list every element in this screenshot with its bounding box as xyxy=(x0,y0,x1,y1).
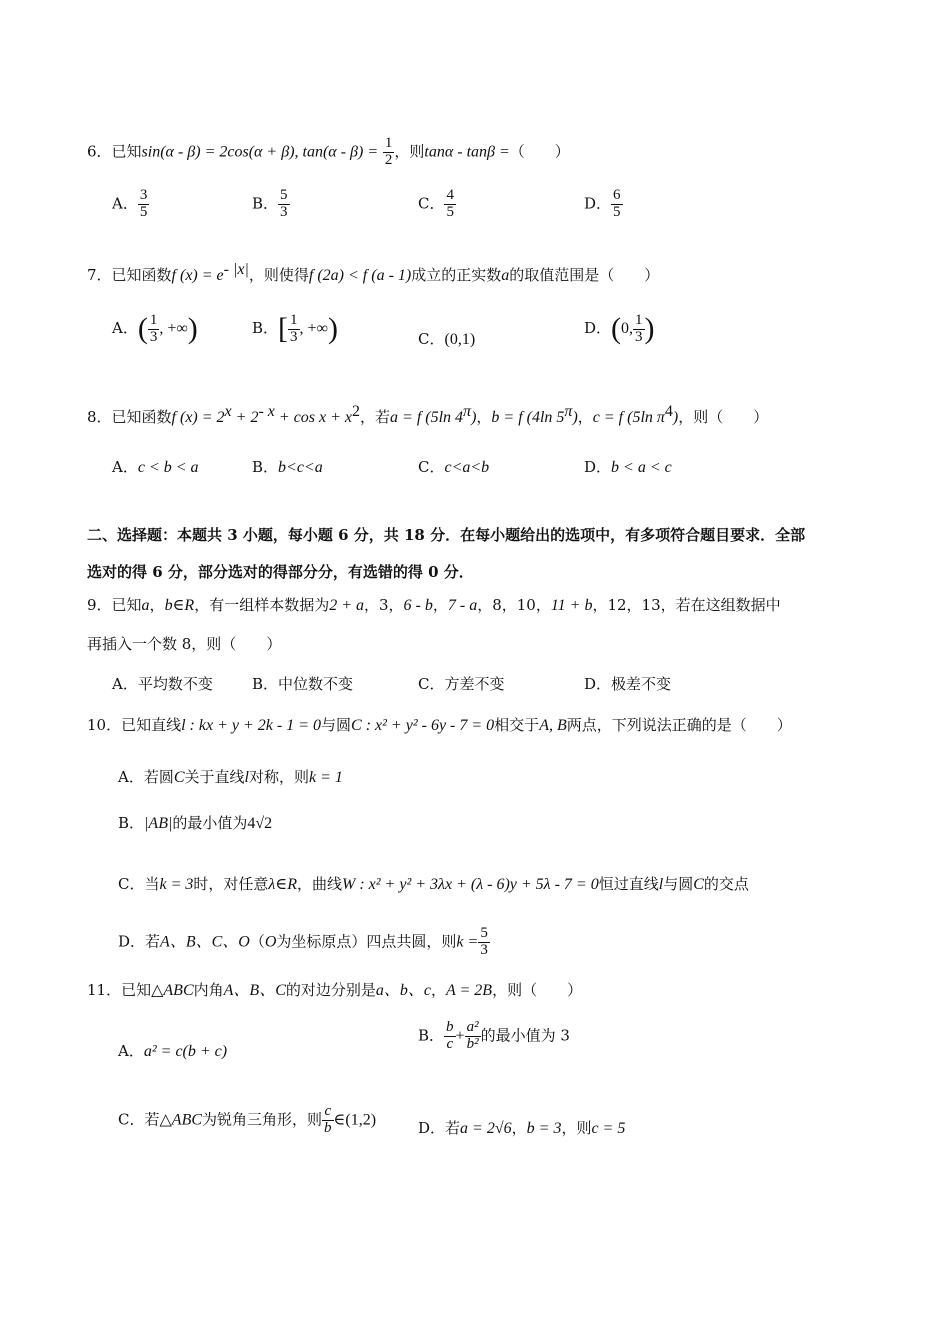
text: 的交点 xyxy=(703,875,749,893)
q11-option-b xyxy=(418,1020,570,1053)
frac-den: 3 xyxy=(480,941,488,958)
q8-stem: 8．已知函数f $(x) = 2^x + 2^{- x} + \cos x + x^2$，若a = f (5ln $4^\pi$)，b = f (4ln $5^\pi$)，c = f (5ln $\pi^4$)，则（ ） xyxy=(87,403,769,426)
q9-sep: ， xyxy=(149,596,165,614)
frac-num: c xyxy=(322,1104,334,1121)
q11-triangle: △ABC xyxy=(151,982,194,999)
q7-ineq: f (2a) < f (a - 1) xyxy=(308,267,412,284)
frac-num: 3 xyxy=(139,187,148,203)
text: 若 xyxy=(144,1110,160,1129)
text: 当 xyxy=(144,875,160,893)
option-rest: , +∞ xyxy=(159,320,188,337)
frac xyxy=(322,1104,334,1137)
expr: A、B、C、O xyxy=(160,933,250,951)
q6-frac-den: 2 xyxy=(384,151,393,168)
q7-option-c xyxy=(418,328,475,349)
q7-var: a xyxy=(501,267,510,284)
text: 为锐角三角形，则 xyxy=(202,1110,323,1129)
section2-heading-line1: 二、选择题：本题共 3 小题，每小题 6 分，共 18 分．在每小题给出的选项中，有多项符合题目要求．全部 xyxy=(87,526,806,544)
text: 为坐标原点）四点共圆，则 xyxy=(276,932,457,951)
q7-stem xyxy=(87,262,659,284)
q11-option-a xyxy=(118,1040,227,1061)
q10-circle: C : x² + y² - 6y - 7 = 0 xyxy=(351,717,495,734)
option-frac xyxy=(444,188,456,221)
text: 的最小值为 xyxy=(172,814,248,832)
option-label: B． xyxy=(252,675,279,693)
q9-c3: ，8，10， xyxy=(477,596,551,614)
q9-option-b xyxy=(252,673,353,694)
q6-mid: ，则 xyxy=(394,142,425,161)
option-label: A． xyxy=(112,458,138,476)
q10-mid: 与圆 xyxy=(321,716,352,734)
option-text: b < a < c xyxy=(611,459,672,476)
q9-d4: 11 + b xyxy=(550,597,593,614)
frac-den: 3 xyxy=(280,203,288,220)
text: 关于直线 xyxy=(184,768,245,786)
frac-den: 5 xyxy=(446,203,454,220)
q11-option-d xyxy=(418,1117,625,1138)
q8-option-a xyxy=(112,456,199,477)
section2-heading-line2: 选对的得 6 分，部分选对的得部分分，有选错的得 0 分． xyxy=(87,563,474,581)
q9-c4: ，12，13，若在这组数据中 xyxy=(592,596,781,614)
expr: k = xyxy=(456,933,479,951)
option-label: D． xyxy=(584,319,612,337)
q6-expr2: tanα - tanβ = xyxy=(424,143,510,161)
q10-stem xyxy=(87,718,792,734)
option-label: B． xyxy=(252,458,279,476)
paren-right: ) xyxy=(327,312,338,345)
q8-tail: ，则（ ） xyxy=(678,408,769,426)
text: ，则 xyxy=(561,1119,592,1137)
text: 若 xyxy=(445,1119,461,1137)
expr: c = 5 xyxy=(591,1120,626,1137)
q11-stem xyxy=(87,983,582,999)
value: 4√2 xyxy=(247,815,273,832)
frac-den: 3 xyxy=(290,328,298,345)
text: 对称，则 xyxy=(249,768,310,786)
q6-frac xyxy=(383,136,395,169)
text: 若圆 xyxy=(143,768,174,786)
text: 恒过直线 xyxy=(598,875,659,893)
q8-a: a = f (5ln 4 xyxy=(390,409,464,426)
q7-option-a xyxy=(112,312,198,346)
text: 的最小值为 3 xyxy=(480,1026,570,1045)
q8-option-d xyxy=(584,456,672,477)
frac-den: b xyxy=(324,1119,332,1136)
text: 内角 xyxy=(193,981,224,999)
frac-den: b² xyxy=(466,1035,479,1052)
q7-tail2: 的取值范围是（ ） xyxy=(509,266,660,284)
q7-exp: - |x| xyxy=(223,261,249,278)
frac-num: 5 xyxy=(480,925,488,941)
option-text: 方差不变 xyxy=(444,675,505,693)
q8-exp1: x xyxy=(224,403,232,420)
option-label: D． xyxy=(418,1119,446,1137)
frac-num: a² xyxy=(466,1019,479,1035)
option-label: B． xyxy=(118,814,145,832)
frac-den: 3 xyxy=(149,328,158,345)
frac-num: 5 xyxy=(280,187,288,203)
frac-den: 3 xyxy=(635,328,643,345)
paren-right: ) xyxy=(187,312,198,345)
q7-mid: ，则使得 xyxy=(248,266,309,284)
q10-ab: A, B xyxy=(539,717,567,734)
frac-num: 1 xyxy=(149,311,158,328)
option-label: B． xyxy=(252,194,279,213)
q10-option-a xyxy=(118,766,343,787)
q8-c-exp: 4 xyxy=(664,403,673,420)
q7-func: f (x) = e xyxy=(171,267,224,284)
option-label: D． xyxy=(118,932,146,951)
q8-a-exp: π xyxy=(463,403,472,420)
q9-option-c xyxy=(418,673,505,694)
q10-line: l : kx + y + 2k - 1 = 0 xyxy=(181,717,321,734)
q9-a: a xyxy=(141,597,150,614)
text: ，则（ ） xyxy=(492,981,583,999)
option-text: 平均数不变 xyxy=(137,675,213,693)
option-text: 中位数不变 xyxy=(278,675,354,693)
paren-right: ) xyxy=(644,312,655,345)
frac-num: 1 xyxy=(635,311,643,328)
option-label: A． xyxy=(118,768,144,786)
q8-term3: + cos x + x xyxy=(274,409,353,426)
expr: a² = c(b + c) xyxy=(143,1043,228,1060)
option-frac xyxy=(633,313,645,346)
frac-num: 6 xyxy=(613,187,621,203)
q9-bR: b∈R xyxy=(164,597,195,614)
text: ，曲线 xyxy=(296,875,342,893)
q8-c-close: ) xyxy=(672,409,679,426)
q8-mid: ，若 xyxy=(360,408,391,426)
frac-den: 5 xyxy=(139,203,148,220)
option-label: B． xyxy=(418,1026,445,1045)
var: C xyxy=(693,876,704,893)
q7-option-b xyxy=(252,312,338,346)
text: ， xyxy=(431,981,447,999)
option-frac xyxy=(278,188,290,221)
plus: + xyxy=(455,1027,465,1045)
option-label: A． xyxy=(112,319,138,337)
bracket-left: [ xyxy=(278,312,289,345)
q8-b: b = f (4ln 5 xyxy=(491,409,565,426)
frac-num: 1 xyxy=(290,311,298,328)
q8-term2: + 2 xyxy=(231,409,259,426)
q6-option-d xyxy=(584,188,623,221)
q9-stem-line1 xyxy=(87,598,781,614)
q6-number: 6．已知 xyxy=(87,142,142,161)
var: l xyxy=(244,769,249,786)
q6-option-b xyxy=(252,188,290,221)
option-text: c < b < a xyxy=(137,459,199,476)
q8-b-exp: π xyxy=(564,403,573,420)
frac-den: 5 xyxy=(613,203,621,220)
q8-exp3: 2 xyxy=(352,403,361,420)
text: （ xyxy=(249,932,265,951)
q9-d2: 6 - b xyxy=(403,597,433,614)
q8-b-close: ) xyxy=(572,409,578,426)
q6-stem xyxy=(87,136,570,169)
text: 若 xyxy=(145,932,161,951)
expr: k = 1 xyxy=(309,769,343,786)
frac xyxy=(444,1020,456,1053)
q8-c: c = f (5ln π xyxy=(592,409,665,426)
q10-option-b xyxy=(118,812,272,833)
q8-option-b xyxy=(252,456,323,477)
q6-tail: （ ） xyxy=(509,142,570,161)
option-label: B． xyxy=(252,319,279,337)
q6-expr: sin(α - β) = 2cos(α + β), tan(α - β) = xyxy=(141,143,379,161)
option-frac xyxy=(611,188,623,221)
var: O xyxy=(264,933,277,951)
q8-number: 8．已知函数 xyxy=(87,408,172,426)
option-text: c<a<b xyxy=(444,459,490,476)
q10-number: 10．已知直线 xyxy=(87,716,182,734)
expr: |AB| xyxy=(144,815,173,832)
q9-c2: ， xyxy=(432,596,448,614)
option-rest: , +∞ xyxy=(299,320,328,337)
q9-c1: ，3， xyxy=(364,596,404,614)
q9-d3: 7 - a xyxy=(447,597,478,614)
q6-option-c xyxy=(418,188,456,221)
q8-option-c xyxy=(418,456,489,477)
q6-option-a xyxy=(112,188,149,221)
option-label: C． xyxy=(118,875,145,893)
option-label: C． xyxy=(118,1110,145,1129)
paren-left: ( xyxy=(611,312,622,345)
option-label: C． xyxy=(418,675,445,693)
option-label: C． xyxy=(418,194,445,213)
q10-option-c xyxy=(118,873,749,894)
expr: △ABC xyxy=(159,1111,203,1129)
q9-stem-line2: 再插入一个数 8，则（ ） xyxy=(87,635,282,653)
option-label: C． xyxy=(418,458,445,476)
option-label: A． xyxy=(112,675,138,693)
frac-num: 4 xyxy=(446,187,454,203)
q8-func: f (x) = 2 xyxy=(171,409,225,426)
q10-option-d xyxy=(118,926,490,959)
text: 时，对任意 xyxy=(193,875,269,893)
expr: W : x² + y² + 3λx + (λ - 6)y + 5λ - 7 = 0 xyxy=(341,876,599,893)
expr: a = 2√6 xyxy=(460,1120,512,1137)
var: C xyxy=(173,769,185,786)
option-frac xyxy=(138,188,150,221)
text: ， xyxy=(511,1119,527,1137)
frac-den: c xyxy=(446,1035,454,1052)
option-label: C． xyxy=(418,330,445,348)
frac xyxy=(478,926,490,959)
text: 与圆 xyxy=(663,875,694,893)
option-text: b<c<a xyxy=(278,459,323,476)
frac-num: b xyxy=(446,1019,454,1035)
q9-text: ，有一组样本数据为 xyxy=(194,596,330,614)
q6-frac-num: 1 xyxy=(384,135,393,151)
q10-mid2: 相交于 xyxy=(494,716,540,734)
q11-option-c xyxy=(118,1104,376,1137)
option-label: D． xyxy=(584,675,612,693)
expr: ∈(1,2) xyxy=(333,1111,377,1129)
option-text: (0,1) xyxy=(444,331,476,348)
q9-d1: 2 + a xyxy=(329,597,364,614)
var: l xyxy=(658,876,664,893)
q8-a-close: ) xyxy=(471,409,477,426)
q11-number: 11．已知 xyxy=(87,981,152,999)
q11-angles: A、B、C xyxy=(223,982,286,999)
option-label: D． xyxy=(584,458,612,476)
q11-cond: A = 2B xyxy=(446,982,493,999)
option-pre: 0, xyxy=(621,320,634,337)
q10-tail: 两点，下列说法正确的是（ ） xyxy=(566,716,792,734)
expr: k = 3 xyxy=(159,876,194,893)
paren-left: ( xyxy=(137,312,148,345)
option-text: 极差不变 xyxy=(611,675,672,693)
q7-option-d xyxy=(584,312,655,346)
q7-tail: 成立的正实数 xyxy=(411,266,502,284)
q9-option-a xyxy=(112,673,213,694)
q9-number: 9．已知 xyxy=(87,596,142,614)
q8-exp2: - x xyxy=(258,403,275,420)
q7-number: 7．已知函数 xyxy=(87,266,172,284)
option-frac xyxy=(148,313,160,346)
option-label: A． xyxy=(118,1042,144,1060)
option-label: A． xyxy=(112,194,138,213)
option-label: D． xyxy=(584,194,612,213)
frac xyxy=(465,1020,481,1053)
expr: b = 3 xyxy=(526,1120,562,1137)
q9-option-d xyxy=(584,673,671,694)
text: 的对边分别是 xyxy=(285,981,376,999)
q11-sides: a、b、c xyxy=(375,982,431,999)
expr: λ∈R xyxy=(268,876,297,893)
option-frac xyxy=(288,313,300,346)
